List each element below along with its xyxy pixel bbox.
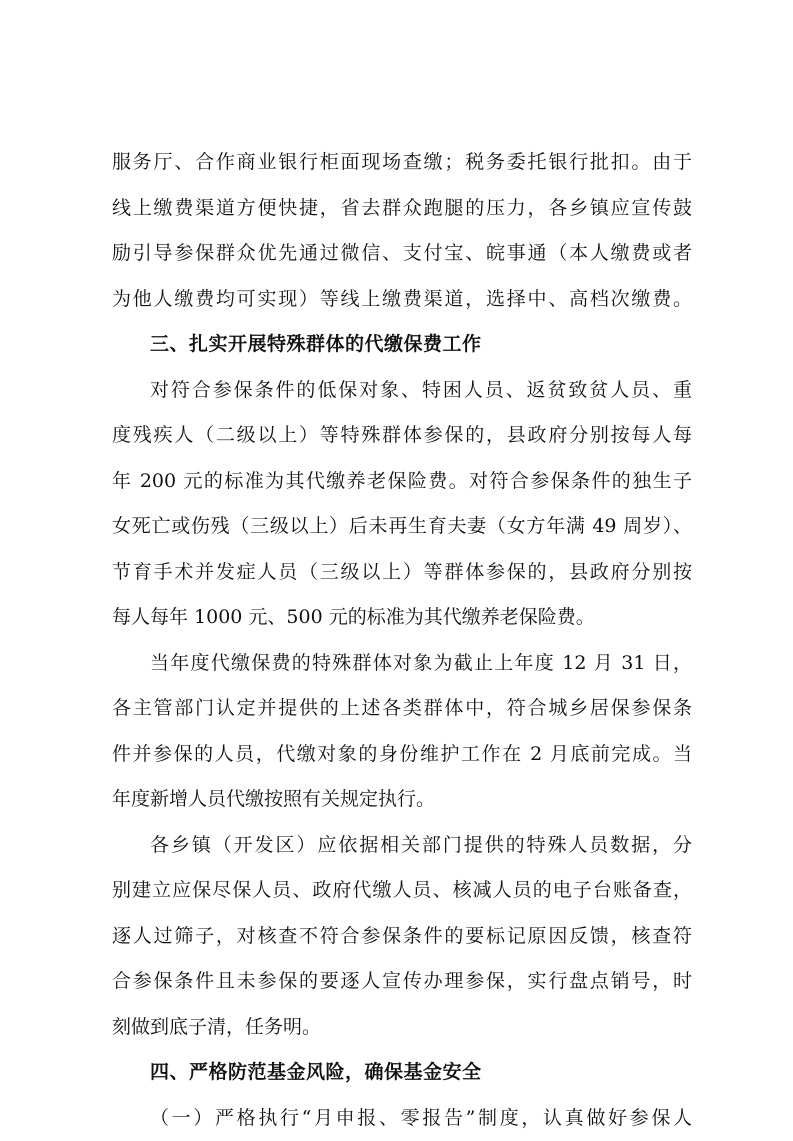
paragraph-line: 年度新增人员代缴按照有关规定执行。 (112, 777, 692, 823)
document-body (112, 140, 692, 1141)
paragraph-line: 当年度代缴保费的特殊群体对象为截止上年度 12 月 31 日， (112, 641, 692, 687)
paragraph-line: （一）严格执行“月申报、零报告”制度，认真做好参保人 (112, 1096, 692, 1141)
paragraph-line: 每人每年 1000 元、500 元的标准为其代缴养老保险费。 (112, 595, 692, 641)
paragraph-line: 各乡镇（开发区）应依据相关部门提供的特殊人员数据，分 (112, 823, 692, 869)
section-heading-4: 四、严格防范基金风险，确保基金安全 (112, 1050, 692, 1096)
paragraph-line: 各主管部门认定并提供的上述各类群体中，符合城乡居保参保条 (112, 686, 692, 732)
paragraph-line: 服务厅、合作商业银行柜面现场查缴；税务委托银行批扣。由于 (112, 140, 692, 186)
paragraph-line: 励引导参保群众优先通过微信、支付宝、皖事通（本人缴费或者 (112, 231, 692, 277)
section-heading-3: 三、扎实开展特殊群体的代缴保费工作 (112, 322, 692, 368)
paragraph-line: 对符合参保条件的低保对象、特困人员、返贫致贫人员、重 (112, 368, 692, 414)
paragraph-line: 件并参保的人员，代缴对象的身份维护工作在 2 月底前完成。当 (112, 732, 692, 778)
paragraph-line: 度残疾人（二级以上）等特殊群体参保的，县政府分别按每人每 (112, 413, 692, 459)
paragraph-line: 刻做到底子清，任务明。 (112, 1005, 692, 1051)
paragraph-line: 合参保条件且未参保的要逐人宣传办理参保，实行盘点销号，时 (112, 959, 692, 1005)
paragraph-line: 年 200 元的标准为其代缴养老保险费。对符合参保条件的独生子 (112, 459, 692, 505)
paragraph-line: 别建立应保尽保人员、政府代缴人员、核减人员的电子台账备查， (112, 868, 692, 914)
paragraph-line: 逐人过筛子，对核查不符合参保条件的要标记原因反馈，核查符 (112, 914, 692, 960)
paragraph-line: 女死亡或伤残（三级以上）后未再生育夫妻（女方年满 49 周岁）、 (112, 504, 692, 550)
paragraph-line: 为他人缴费均可实现）等线上缴费渠道，选择中、高档次缴费。 (112, 277, 692, 323)
paragraph-line: 节育手术并发症人员（三级以上）等群体参保的，县政府分别按 (112, 550, 692, 596)
paragraph-line: 线上缴费渠道方便快捷，省去群众跑腿的压力，各乡镇应宣传鼓 (112, 186, 692, 232)
